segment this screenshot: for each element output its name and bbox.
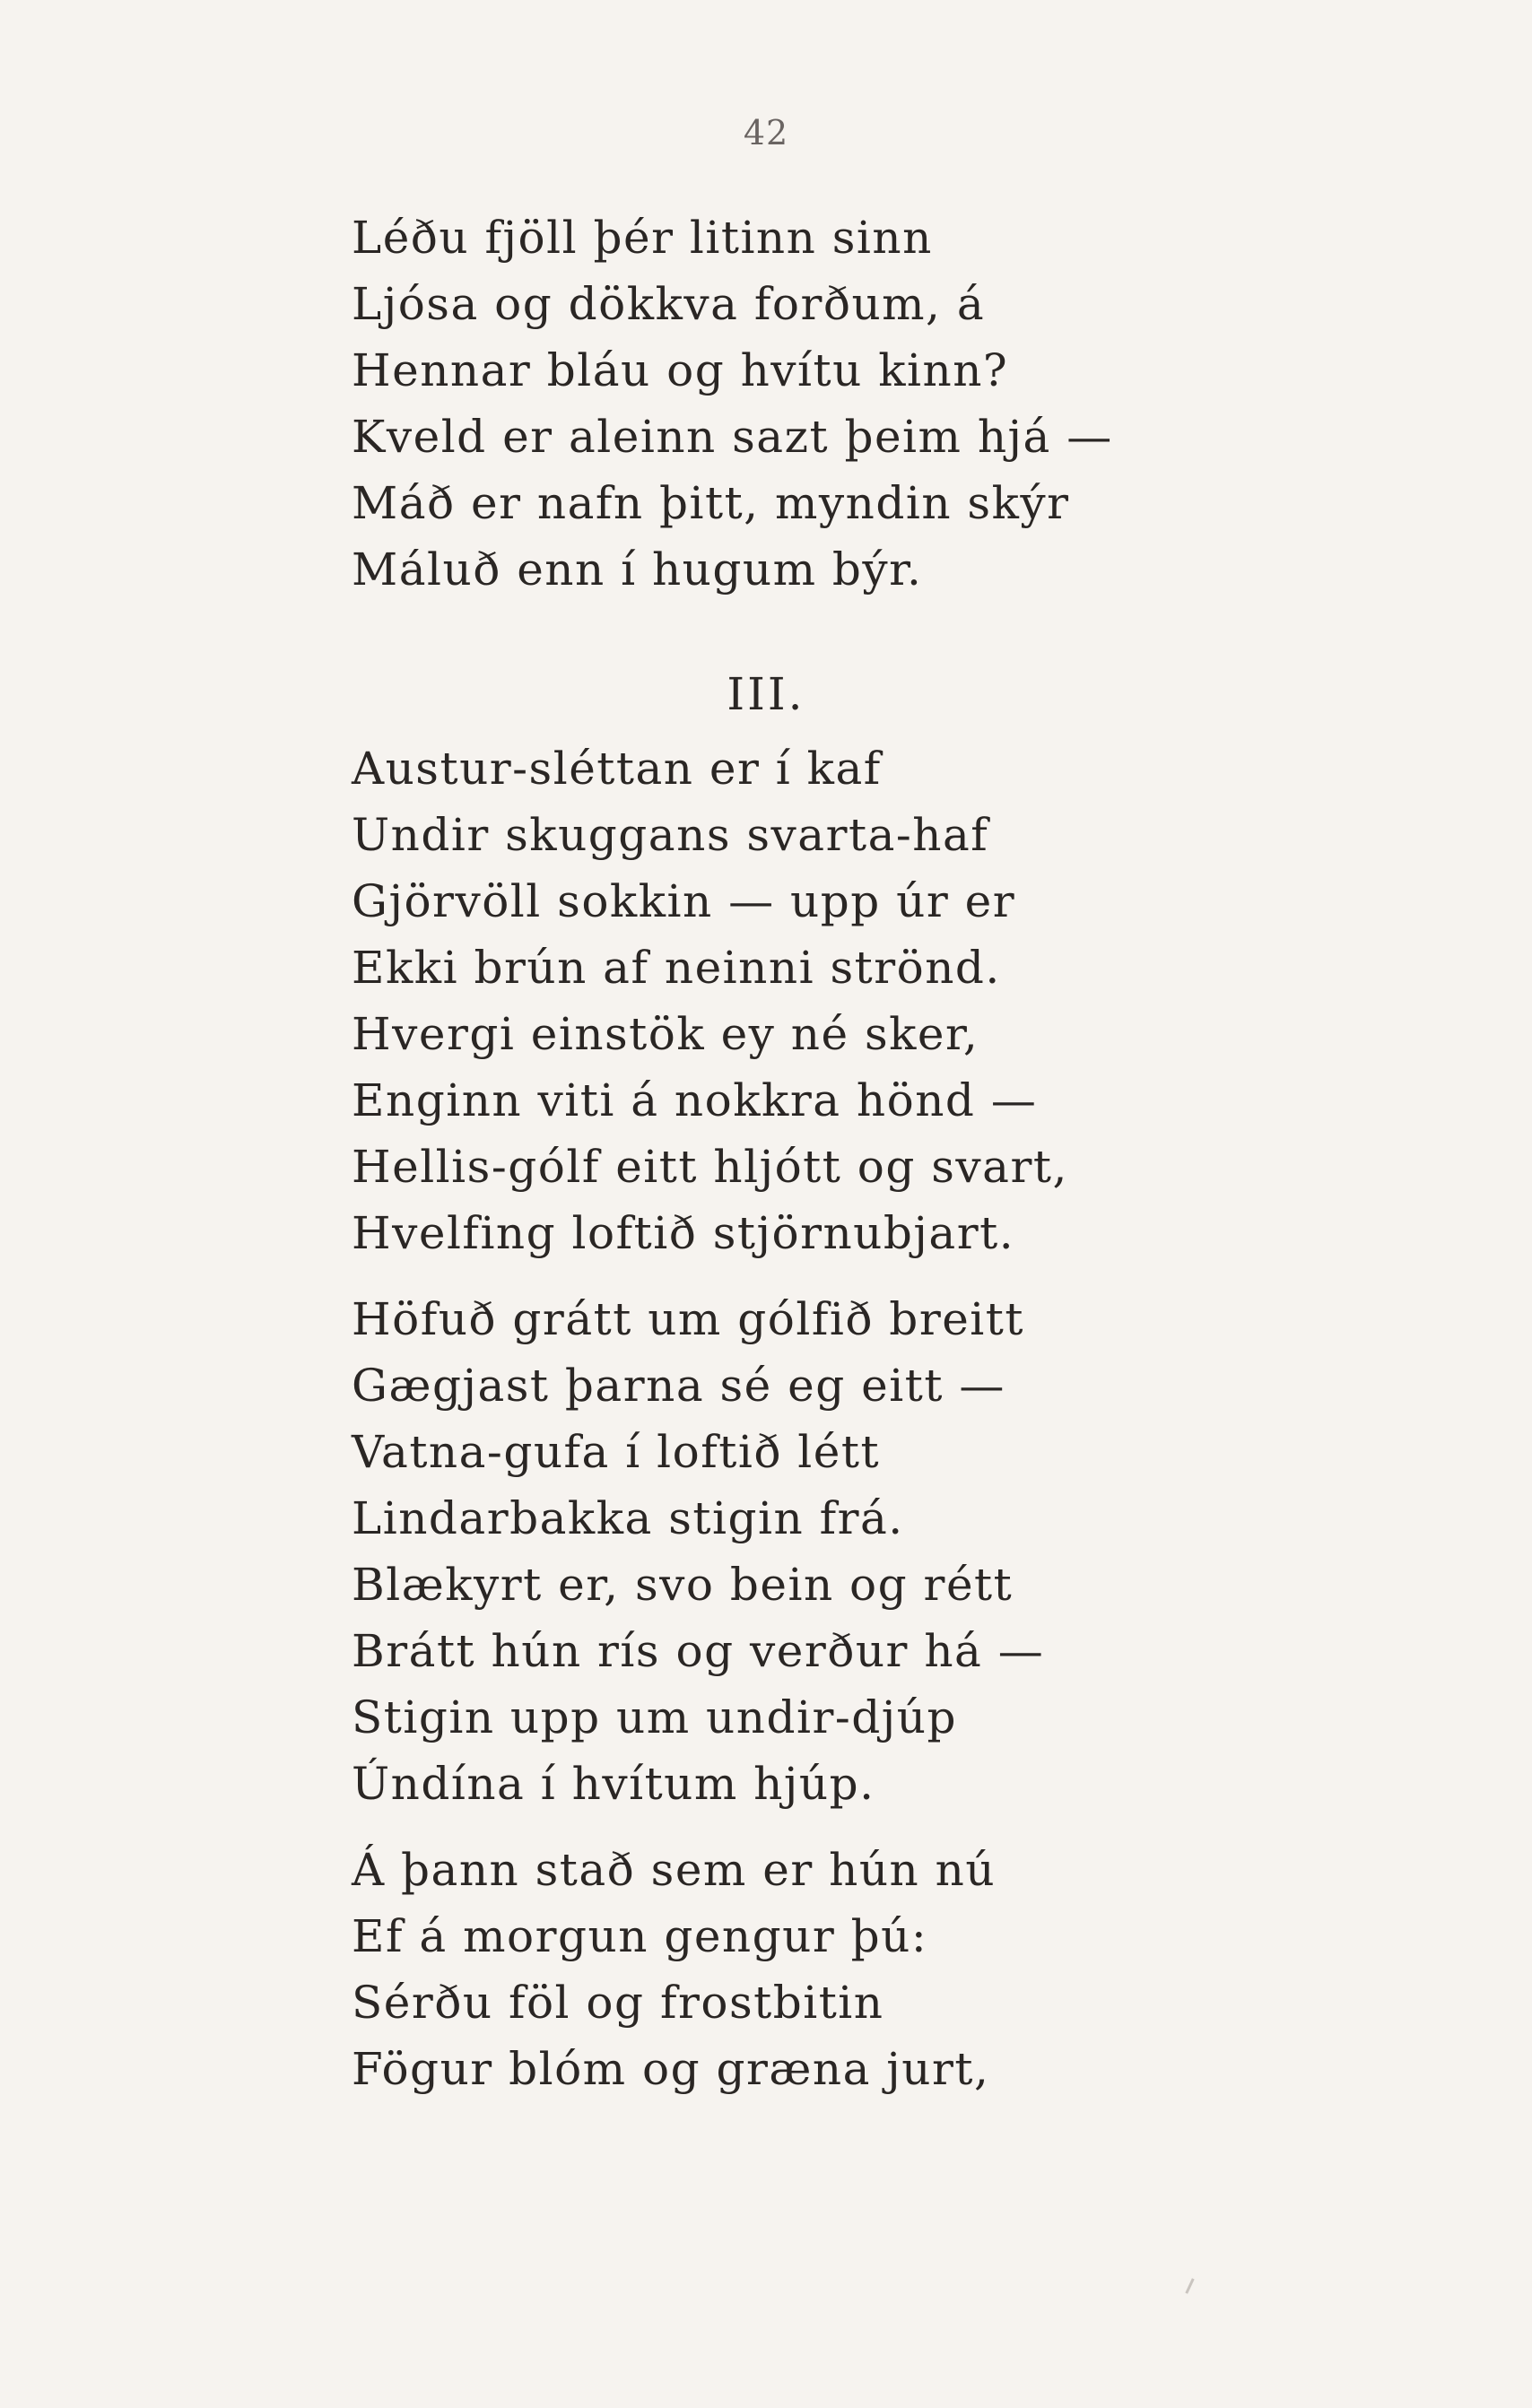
poem-line: Léðu fjöll þér litinn sinn xyxy=(352,212,933,264)
poem-line: Blækyrt er, svo bein og rétt xyxy=(352,1559,1014,1611)
poem-line: Ekki brún af neinni strönd. xyxy=(352,942,1001,994)
poem-line: Stigin upp um undir-djúp xyxy=(352,1691,957,1743)
paper-speck xyxy=(1185,2278,1194,2294)
poem-line: Lindarbakka stigin frá. xyxy=(352,1492,904,1544)
poem-line: Hennar bláu og hvítu kinn? xyxy=(352,344,1009,396)
section-heading: III. xyxy=(727,668,805,720)
poem-line: Sérðu föl og frostbitin xyxy=(352,1977,884,2029)
poem-line: Undir skuggans svarta-haf xyxy=(352,809,989,861)
poem-line: Máð er nafn þitt, myndin skýr xyxy=(352,477,1070,529)
poem-line: Brátt hún rís og verður há — xyxy=(352,1625,1045,1677)
poem-line: Fögur blóm og græna jurt, xyxy=(352,2043,990,2095)
poem-line: Austur-sléttan er í kaf xyxy=(352,743,882,795)
poem-line: Kveld er aleinn sazt þeim hjá — xyxy=(352,411,1113,463)
page-number: 42 xyxy=(743,113,789,152)
stanza xyxy=(352,204,1113,603)
poem-line: Hvelfing loftið stjörnubjart. xyxy=(352,1207,1015,1259)
poem-line: Gjörvöll sokkin — upp úr er xyxy=(352,875,1016,927)
poem-line: Úndína í hvítum hjúp. xyxy=(352,1758,875,1810)
poem-line: Höfuð grátt um gólfið breitt xyxy=(352,1293,1024,1345)
poem-line: Ef á morgun gengur þú: xyxy=(352,1910,928,1962)
stanza xyxy=(352,735,1068,1266)
poem-line: Gægjast þarna sé eg eitt — xyxy=(352,1360,1005,1412)
poem-line: Hellis-gólf eitt hljótt og svart, xyxy=(352,1141,1068,1193)
poem-line: Máluð enn í hugum býr. xyxy=(352,543,923,595)
poem-line: Hvergi einstök ey né sker, xyxy=(352,1008,979,1060)
stanza xyxy=(352,1837,996,2102)
poem-line: Ljósa og dökkva forðum, á xyxy=(352,278,986,330)
poem-line: Vatna-gufa í loftið létt xyxy=(352,1426,881,1478)
stanza xyxy=(352,1286,1044,1817)
poem-line: Enginn viti á nokkra hönd — xyxy=(352,1074,1038,1126)
poem-line: Á þann stað sem er hún nú xyxy=(352,1844,997,1896)
